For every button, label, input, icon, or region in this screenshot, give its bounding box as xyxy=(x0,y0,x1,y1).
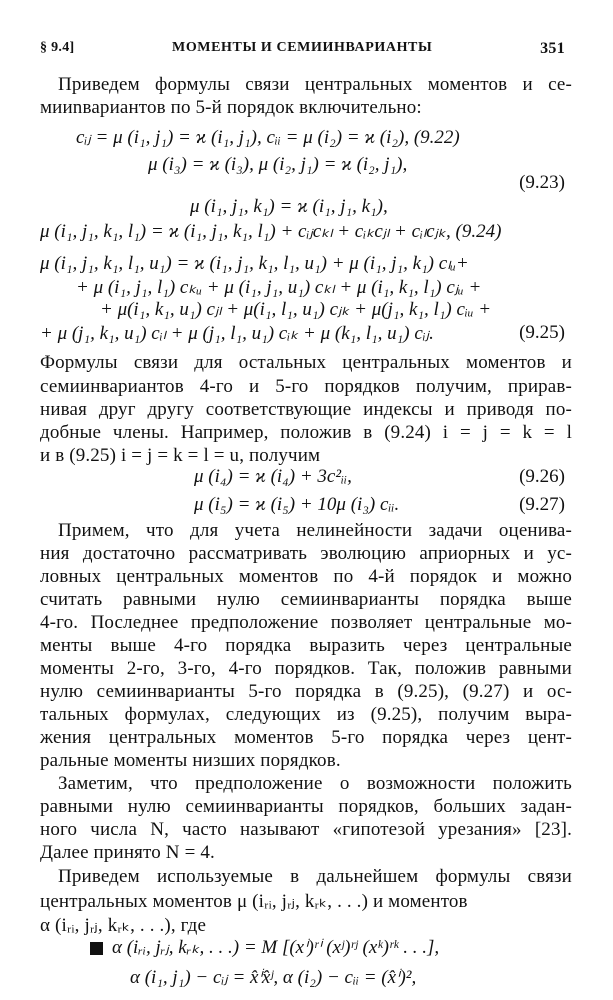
paragraph-line: Формулы связи для остальных центральных моментов и xyxy=(40,352,572,373)
paragraph-line: нулю семиинварианты 5-го порядка в (9.25), (9.27) и ос- xyxy=(40,681,572,702)
equation-alpha-relations: α (i₁, j₁) − cᵢⱼ = x̂ⁱx̂ʲ, α (i₂) − cᵢᵢ = (x̂ⁱ)², xyxy=(130,967,417,988)
equation-9-27: μ (i₅) = ϰ (i₅) + 10μ (i₃) cᵢᵢ. xyxy=(194,494,400,515)
bullet-marker xyxy=(90,942,103,955)
paragraph-line: ния достаточно рассматривать эволюцию априорных и ус- xyxy=(40,543,572,564)
equation-9-22: cᵢⱼ = μ (i₁, j₁) = ϰ (i₁, j₁), cᵢᵢ = μ (i₂) = ϰ (i₂), (9.22) xyxy=(76,127,460,148)
paragraph-line: менты выше 4-го порядка выразить через центральные xyxy=(40,635,572,656)
page-number: 351 xyxy=(540,40,565,57)
paragraph-line: ного числа N, часто называют «гипотезой урезания» [23]. xyxy=(40,819,572,840)
paragraph-line: 4-го. Последнее предположение позволяет центральные мо- xyxy=(40,612,572,633)
equation-number-9-26: (9.26) xyxy=(519,466,565,487)
paragraph-line: ловных центральных моментов по 4-й порядок и можно xyxy=(40,566,572,587)
equation-9-25-line2: + μ (i₁, j₁, l₁) cₖᵤ + μ (i₁, j₁, u₁) cₖₗ + μ (i₁, k₁, l₁) cⱼᵤ + xyxy=(76,277,482,298)
equation-9-25-line1: μ (i₁, j₁, k₁, l₁, u₁) = ϰ (i₁, j₁, k₁, l₁, u₁) + μ (i₁, j₁, k₁) cₗᵤ+ xyxy=(40,253,469,274)
paragraph-line: добные члены. Например, положив в (9.24) i = j = k = l xyxy=(40,422,572,443)
paragraph-line: α (iᵣᵢ, jᵣⱼ, kᵣₖ, . . .), где xyxy=(40,915,207,936)
paragraph-line: Примем, что для учета нелинейности задачи оценива- xyxy=(58,520,572,541)
paragraph-line: жения центральных моментов 5-го порядка через цент- xyxy=(40,727,572,748)
paragraph-line: Заметим, что предположение о возможности положить xyxy=(58,773,572,794)
paragraph-line: моменты 2-го, 3-го, 4-го порядков. Так, положив равными xyxy=(40,658,572,679)
paragraph-line: семиинвариантов 4-го и 5-го порядков получим, прирав- xyxy=(40,376,572,397)
paragraph-line: Далее принято N = 4. xyxy=(40,842,215,863)
equation-9-25-line4: + μ (j₁, k₁, u₁) cᵢₗ + μ (j₁, l₁, u₁) cᵢₖ + μ (k₁, l₁, u₁) cᵢⱼ. xyxy=(40,323,434,344)
equation-number-9-23: (9.23) xyxy=(519,172,565,193)
paragraph-line: мииnвариантов по 5-й порядок включительно: xyxy=(40,97,422,118)
paragraph-line: ральные моменты низших порядков. xyxy=(40,750,341,771)
paragraph-line: Приведем формулы связи центральных моментов и се- xyxy=(58,74,572,95)
equation-9-26: μ (i₄) = ϰ (i₄) + 3c²ᵢᵢ, xyxy=(194,466,352,487)
paragraph-line: нивая друг другу соответствующие индексы и приводя по- xyxy=(40,399,572,420)
paragraph-line: тальных формулах, следующих из (9.25), получим выра- xyxy=(40,704,572,725)
paragraph-line: равными нулю семиинварианты порядков, больших задан- xyxy=(40,796,572,817)
equation-number-9-25: (9.25) xyxy=(519,322,565,343)
paragraph-line: и в (9.25) i = j = k = l = u, получим xyxy=(40,445,321,466)
paragraph-line: считать равными нулю семиинварианты порядка выше xyxy=(40,589,572,610)
running-title: МОМЕНТЫ И СЕМИИНВАРИАНТЫ xyxy=(172,40,433,55)
equation-number-9-27: (9.27) xyxy=(519,494,565,515)
paragraph-line: Приведем используемые в дальнейшем формулы связи xyxy=(58,866,572,887)
equation-9-25-line3: + μ(i₁, k₁, u₁) cⱼₗ + μ(i₁, l₁, u₁) cⱼₖ + μ(j₁, k₁, l₁) cᵢᵤ + xyxy=(100,299,492,320)
equation-9-24: μ (i₁, j₁, k₁, l₁) = ϰ (i₁, j₁, k₁, l₁) + cᵢⱼcₖₗ + cᵢₖcⱼₗ + cᵢₗcⱼₖ, (9.24) xyxy=(40,221,502,242)
section-number: § 9.4] xyxy=(40,40,75,55)
equation-alpha-definition: α (iᵣᵢ, jᵣⱼ, kᵣₖ, . . .) = M [(xⁱ)ʳⁱ (xʲ)ʳʲ (xᵏ)ʳᵏ . . .], xyxy=(112,937,440,958)
equation-9-23-part1: μ (i₃) = ϰ (i₃), μ (i₂, j₁) = ϰ (i₂, j₁), xyxy=(148,154,408,175)
equation-9-23-part2: μ (i₁, j₁, k₁) = ϰ (i₁, j₁, k₁), xyxy=(190,196,388,217)
paragraph-line: центральных моментов μ (iᵣᵢ, jᵣⱼ, kᵣₖ, . . .) и моментов xyxy=(40,891,468,912)
